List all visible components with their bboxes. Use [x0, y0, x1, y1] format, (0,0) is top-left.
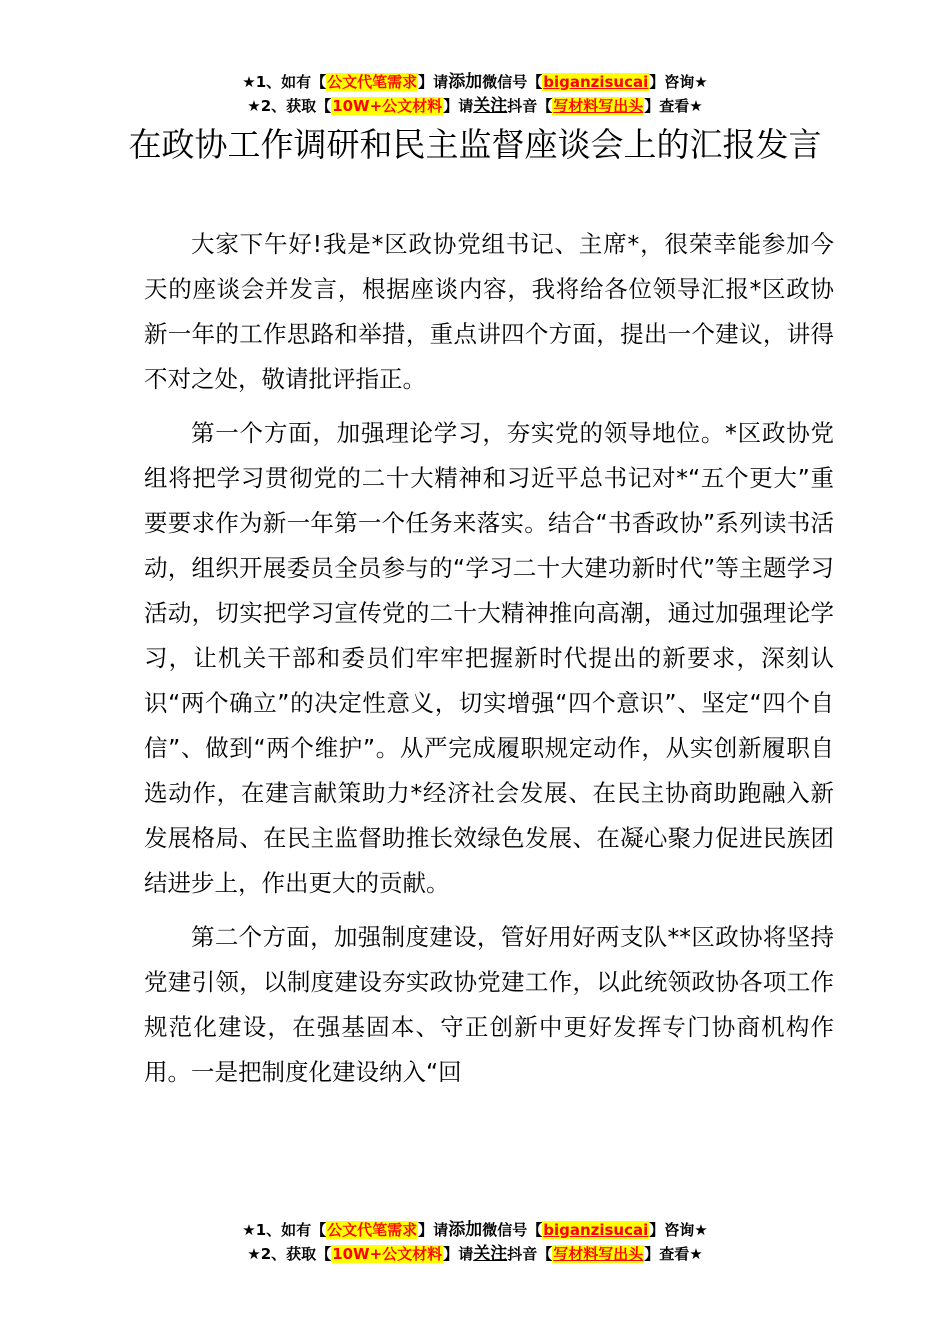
banner-line-2: ★2、获取【10W+公文材料】请关注抖音【写材料写出头】查看★ [247, 96, 703, 116]
highlight-materials: 10W+公文材料 [332, 1245, 443, 1263]
header-banner [0, 70, 950, 118]
footer-banner [0, 1218, 950, 1266]
banner-line-1: ★1、如有【公文代笔需求】请添加微信号【biganzisucai】咨询★ [242, 72, 708, 92]
banner-line-1: ★1、如有【公文代笔需求】请添加微信号【biganzisucai】咨询★ [242, 1220, 708, 1240]
douyin-id: 写材料写出头 [553, 1245, 644, 1263]
paragraph-intro: 大家下午好!我是*区政协党组书记、主席*，很荣幸能参加今天的座谈会并发言，根据座谈内容，我将给各位领导汇报*区政协新一年的工作思路和举措，重点讲四个方面，提出一个建议，讲得不对之处，敬请批评指正。 [144, 230, 834, 393]
highlight-materials: 10W+公文材料 [332, 97, 443, 115]
paragraph-first-aspect: 第一个方面，加强理论学习，夯实党的领导地位。*区政协党组将把学习贯彻党的二十大精神和习近平总书记对*“五个更大”重要要求作为新一年第一个任务来落实。结合“书香政协”系列读书活动，组织开展委员全员参与的“学习二十大建功新时代”等主题学习活动，切实把学习宣传党的二十大精神推向高潮，通过加强理论学习，让机关干部和委员们牢牢把握新时代提出的新要求，深刻认识“两个确立”的决定性意义，切实增强“四个意识”、坚定“四个自信”、做到“两个维护”。从严完成履职规定动作，从实创新履职自选动作，在建言献策助力*经济社会发展、在民主协商助跑融入新发展格局、在民主监督助推长效绿色发展、在凝心聚力促进民族团结进步上，作出更大的贡献。 [144, 419, 834, 897]
page-title: 在政协工作调研和民主监督座谈会上的汇报发言 [128, 125, 822, 164]
document-body [144, 222, 834, 1104]
wechat-id: biganzisucai [543, 1221, 649, 1239]
banner-line-2: ★2、获取【10W+公文材料】请关注抖音【写材料写出头】查看★ [247, 1244, 703, 1264]
douyin-id: 写材料写出头 [553, 97, 644, 115]
wechat-id: biganzisucai [543, 73, 649, 91]
highlight-service: 公文代笔需求 [327, 73, 418, 91]
paragraph-second-aspect: 第二个方面，加强制度建设，管好用好两支队**区政协将坚持党建引领，以制度建设夯实政协党建工作，以此统领政协各项工作规范化建设，在强基固本、守正创新中更好发挥专门协商机构作用。一是把制度化建设纳入“回 [144, 923, 834, 1086]
highlight-service: 公文代笔需求 [327, 1221, 418, 1239]
